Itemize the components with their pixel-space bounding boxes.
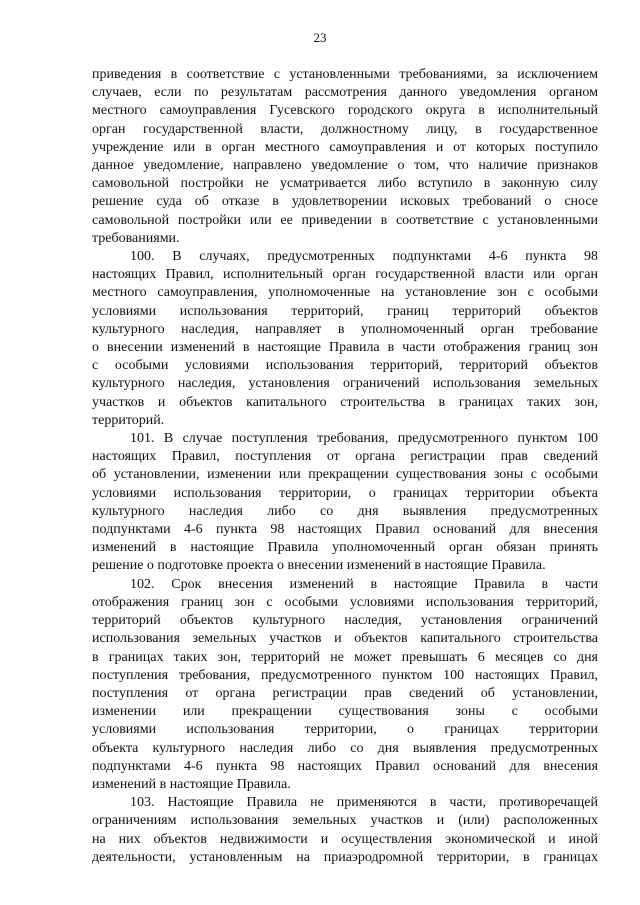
text-line: местного самоуправления Гусевского городского округа в исполнительный <box>92 103 598 119</box>
text-line: местного самоуправления, уполномоченные на установление зон с особыми <box>92 285 598 301</box>
text-line: условиями использования территории, о границах территории <box>92 722 598 738</box>
text-line: изменении или прекращении существования зоны с особыми <box>92 704 598 720</box>
text-line: подпунктами 4-6 пункта 98 настоящих Правил оснований для внесения <box>92 758 598 774</box>
paragraph-item-101 <box>92 430 598 576</box>
text-line: требованиями. <box>92 230 180 246</box>
text-line: с особыми условиями использования территорий, территорий объектов <box>92 358 598 374</box>
text-line: культурного наследия, установления ограничений использования земельных <box>92 376 598 392</box>
document-body <box>92 66 598 867</box>
text-line: настоящих Правил, исполнительный орган государственной власти или орган <box>92 267 598 283</box>
paragraph-item-100 <box>92 248 598 430</box>
page-number: 23 <box>313 30 327 45</box>
text-line: территорий. <box>92 412 165 428</box>
text-line: 100. В случаях, предусмотренных подпунктами 4-6 пункта 98 <box>130 249 598 265</box>
text-line: приведения в соответствие с установленными требованиями, за исключением <box>92 67 598 82</box>
text-line: 103. Настоящие Правила не применяются в части, противоречащей <box>130 795 598 811</box>
text-line: изменений в настоящие Правила. <box>92 776 291 792</box>
text-line: самовольной постройки не усматривается либо вступило в законную силу <box>92 176 598 192</box>
text-line: изменений в настоящие Правила уполномоченный орган обязан принять <box>92 540 598 556</box>
paragraph-item-103 <box>92 794 598 867</box>
text-line: отображения границ зон с особыми условиями использования территорий, <box>92 594 598 610</box>
text-line: объекта культурного наследия либо со дня выявления предусмотренных <box>92 740 598 756</box>
paragraph-continuation <box>92 66 598 248</box>
text-line: настоящих Правил, поступления от органа регистрации прав сведений <box>92 449 598 465</box>
text-line: о внесении изменений в настоящие Правила в части отображения границ зон <box>92 340 598 356</box>
text-line: на них объектов недвижимости и осуществления экономической и иной <box>92 831 598 847</box>
text-line: решение суда об отказе в удовлетворении исковых требований о сносе <box>92 194 598 210</box>
paragraph-item-102 <box>92 576 598 794</box>
text-line: условиями использования территории, о границах территории объекта <box>92 485 598 501</box>
text-line: участков и объектов капитального строительства в границах таких зон, <box>92 394 598 410</box>
text-line: территорий объектов культурного наследия, установления ограничений <box>92 613 598 629</box>
text-line: в границах таких зон, территорий не может превышать 6 месяцев со дня <box>92 649 598 665</box>
text-line: орган государственной власти, должностному лицу, в государственное <box>92 121 598 137</box>
text-line: культурного наследия, направляет в уполномоченный орган требование <box>92 321 598 337</box>
text-line: 102. Срок внесения изменений в настоящие Правила в части <box>130 576 598 592</box>
text-line: поступления требования, предусмотренного пунктом 100 настоящих Правил, <box>92 667 598 683</box>
text-line: использования земельных участков и объектов капитального строительства <box>92 631 598 647</box>
text-line: случаев, если по результатам рассмотрения данного уведомления органом <box>92 85 598 101</box>
text-line: деятельности, установленным на приаэродромной территории, в границах <box>92 849 598 865</box>
text-line: подпунктами 4-6 пункта 98 настоящих Правил оснований для внесения <box>92 522 598 538</box>
text-line: 101. В случае поступления требования, предусмотренного пунктом 100 <box>130 431 598 447</box>
text-line: ограничениям использования земельных участков и (или) расположенных <box>92 813 598 829</box>
text-line: решение о подготовке проекта о внесении изменений в настоящие Правила. <box>92 558 546 574</box>
text-line: данное уведомление, направлено уведомление о том, что наличие признаков <box>92 158 598 174</box>
text-line: условиями использования территорий, границ территорий объектов <box>92 303 598 319</box>
text-line: культурного наследия либо со дня выявления предусмотренных <box>92 503 598 519</box>
text-line: об установлении, изменении или прекращении существования зоны с особыми <box>92 467 598 483</box>
text-line: самовольной постройки или ее приведении в соответствие с установленными <box>92 212 598 228</box>
text-line: учреждение или в орган местного самоуправления и от которых поступило <box>92 139 598 155</box>
text-line: поступления от органа регистрации прав сведений об установлении, <box>92 685 598 701</box>
